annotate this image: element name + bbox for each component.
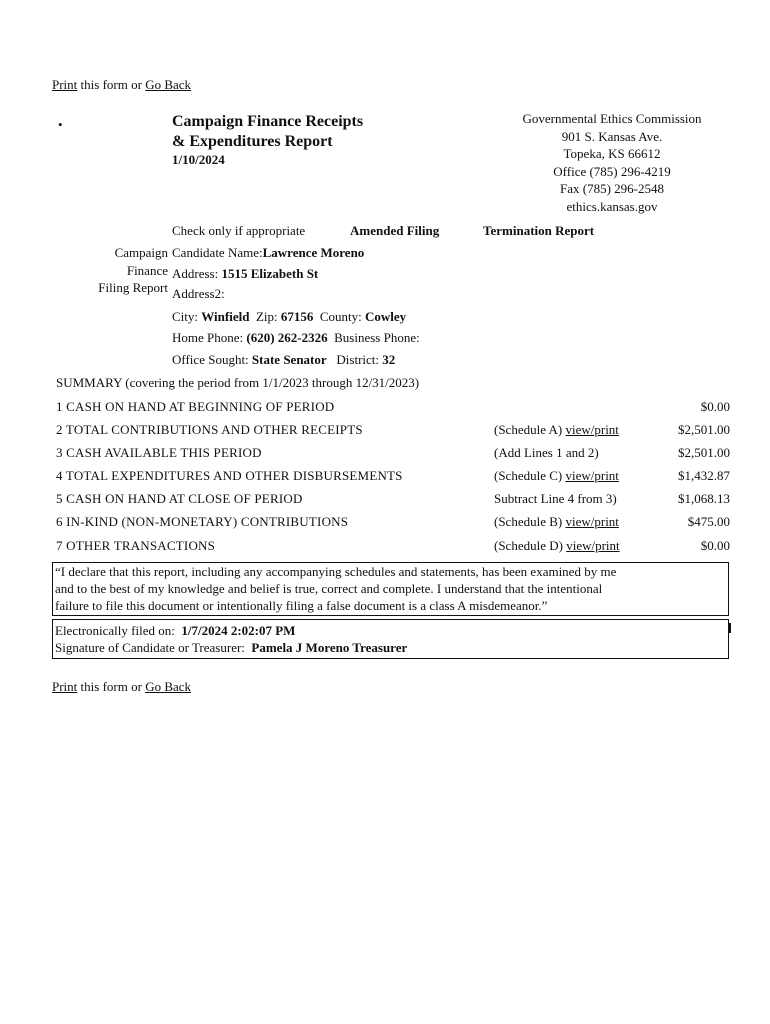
- schedule-text: (Schedule C): [494, 468, 566, 483]
- summary-row-amount: $1,432.87: [678, 468, 730, 483]
- filed-on-value: 1/7/2024 2:02:07 PM: [181, 623, 296, 638]
- view-print-link-schedule-a[interactable]: view/print: [565, 422, 619, 437]
- signer-value: Pamela J Moreno Treasurer: [251, 640, 408, 655]
- phone-line: [172, 330, 420, 346]
- commission-street: 901 S. Kansas Ave.: [561, 128, 663, 144]
- side-label-campaign: Campaign: [114, 245, 168, 260]
- nav-text: this form or: [77, 77, 146, 92]
- commission-city: Topeka, KS 66612: [563, 146, 661, 161]
- signer-line: [55, 639, 726, 656]
- summary-row-schedule: (Add Lines 1 and 2): [494, 445, 599, 460]
- bullet-mark: •: [58, 117, 63, 132]
- summary-heading: SUMMARY (covering the period from 1/1/2023 through 12/31/2023): [56, 375, 420, 390]
- summary-row-label: 7 OTHER TRANSACTIONS: [56, 538, 216, 553]
- city-label: City:: [172, 309, 199, 324]
- signer-label: Signature of Candidate or Treasurer:: [55, 640, 245, 655]
- summary-row-1: [56, 399, 730, 421]
- report-title: [172, 112, 363, 152]
- candidate-name-line: [172, 245, 364, 261]
- summary-row-7: [56, 538, 730, 560]
- office-line: [172, 352, 395, 368]
- office-sought-label: Office Sought:: [172, 352, 249, 367]
- summary-row-3: [56, 445, 730, 467]
- termination-report-label: Termination Report: [483, 223, 595, 238]
- candidate-name-label: Candidate Name:: [172, 245, 263, 260]
- home-phone: (620) 262-2326: [246, 330, 328, 345]
- candidate-name: Lawrence Moreno: [262, 245, 365, 260]
- view-print-link-schedule-d[interactable]: view/print: [566, 538, 620, 553]
- district-value: 32: [382, 352, 396, 367]
- commission-office-phone: Office (785) 296-4219: [553, 163, 671, 179]
- go-back-link[interactable]: Go Back: [145, 77, 192, 92]
- summary-row-schedule: [494, 422, 619, 438]
- summary-row-label: 2 TOTAL CONTRIBUTIONS AND OTHER RECEIPTS: [56, 422, 363, 437]
- print-link[interactable]: Print: [52, 77, 78, 92]
- side-label-filing-report: Filing Report: [98, 280, 168, 295]
- bottom-nav: [52, 679, 191, 695]
- schedule-text: (Schedule D): [494, 538, 567, 553]
- summary-row-amount: $0.00: [700, 538, 730, 553]
- amended-filing-label: Amended Filing: [350, 223, 440, 238]
- declaration-box: [52, 562, 729, 616]
- declaration-line-2: and to the best of my knowledge and belief is true, correct and complete. I understand that the intentional: [55, 581, 603, 596]
- summary-row-amount: $2,501.00: [678, 422, 730, 437]
- summary-row-label: 4 TOTAL EXPENDITURES AND OTHER DISBURSEMENTS: [56, 468, 403, 483]
- summary-row-amount: $2,501.00: [678, 445, 730, 460]
- summary-row-amount: $1,068.13: [678, 491, 730, 506]
- report-date: 1/10/2024: [172, 152, 225, 167]
- title-line-2: & Expenditures Report: [172, 133, 333, 150]
- commission-name: Governmental Ethics Commission: [522, 111, 702, 126]
- go-back-link-bottom[interactable]: Go Back: [145, 679, 192, 694]
- address-line: [172, 266, 318, 282]
- schedule-text: (Schedule A): [494, 422, 566, 437]
- candidate-address: 1515 Elizabeth St: [221, 266, 319, 281]
- summary-row-2: [56, 422, 730, 444]
- business-phone-label: Business Phone:: [334, 330, 420, 345]
- candidate-county: Cowley: [365, 309, 407, 324]
- box-edge-tick: [729, 623, 731, 633]
- address2-label: Address2:: [172, 286, 225, 301]
- view-print-link-schedule-c[interactable]: view/print: [565, 468, 619, 483]
- address2-line: [172, 286, 225, 302]
- candidate-zip: 67156: [280, 309, 314, 324]
- home-phone-label: Home Phone:: [172, 330, 244, 345]
- title-line-1: Campaign Finance Receipts: [172, 113, 364, 130]
- top-nav: [52, 77, 191, 93]
- commission-website: ethics.kansas.gov: [566, 198, 658, 214]
- zip-label: Zip:: [255, 309, 278, 324]
- office-sought: State Senator: [251, 352, 327, 367]
- summary-row-label: 3 CASH AVAILABLE THIS PERIOD: [56, 445, 262, 460]
- summary-row-label: 1 CASH ON HAND AT BEGINNING OF PERIOD: [56, 399, 335, 414]
- check-label: Check only if appropriate: [172, 223, 306, 238]
- print-link-bottom[interactable]: Print: [52, 679, 78, 694]
- summary-row-schedule: [494, 538, 620, 554]
- side-label-finance: Finance: [126, 263, 168, 278]
- view-print-link-schedule-b[interactable]: view/print: [565, 514, 619, 529]
- summary-row-amount: $0.00: [700, 399, 730, 414]
- summary-row-5: [56, 491, 730, 513]
- schedule-text: (Schedule B): [494, 514, 566, 529]
- signature-box: [52, 619, 729, 659]
- summary-row-schedule: [494, 468, 619, 484]
- declaration-line-3: failure to file this document or intentionally filing a false document is a class A misdemeanor.”: [55, 598, 548, 613]
- summary-row-label: 5 CASH ON HAND AT CLOSE OF PERIOD: [56, 491, 303, 506]
- district-label: District:: [336, 352, 380, 367]
- summary-row-6: [56, 514, 730, 536]
- candidate-city: Winfield: [201, 309, 250, 324]
- commission-fax: Fax (785) 296-2548: [560, 181, 664, 196]
- summary-row-schedule: [494, 514, 619, 530]
- summary-row-4: [56, 468, 730, 490]
- summary-row-amount: $475.00: [687, 514, 730, 529]
- summary-row-schedule: Subtract Line 4 from 3): [494, 491, 617, 506]
- county-label: County:: [319, 309, 362, 324]
- filed-on-label: Electronically filed on:: [55, 623, 175, 638]
- address-label: Address:: [172, 266, 219, 281]
- summary-row-label: 6 IN-KIND (NON-MONETARY) CONTRIBUTIONS: [56, 514, 349, 529]
- nav-text-bottom: this form or: [77, 679, 146, 694]
- declaration-line-1: “I declare that this report, including any accompanying schedules and statements, has been examined by me: [55, 564, 617, 579]
- city-line: [172, 309, 406, 325]
- commission-block: [492, 110, 732, 215]
- filed-on-line: [55, 622, 726, 639]
